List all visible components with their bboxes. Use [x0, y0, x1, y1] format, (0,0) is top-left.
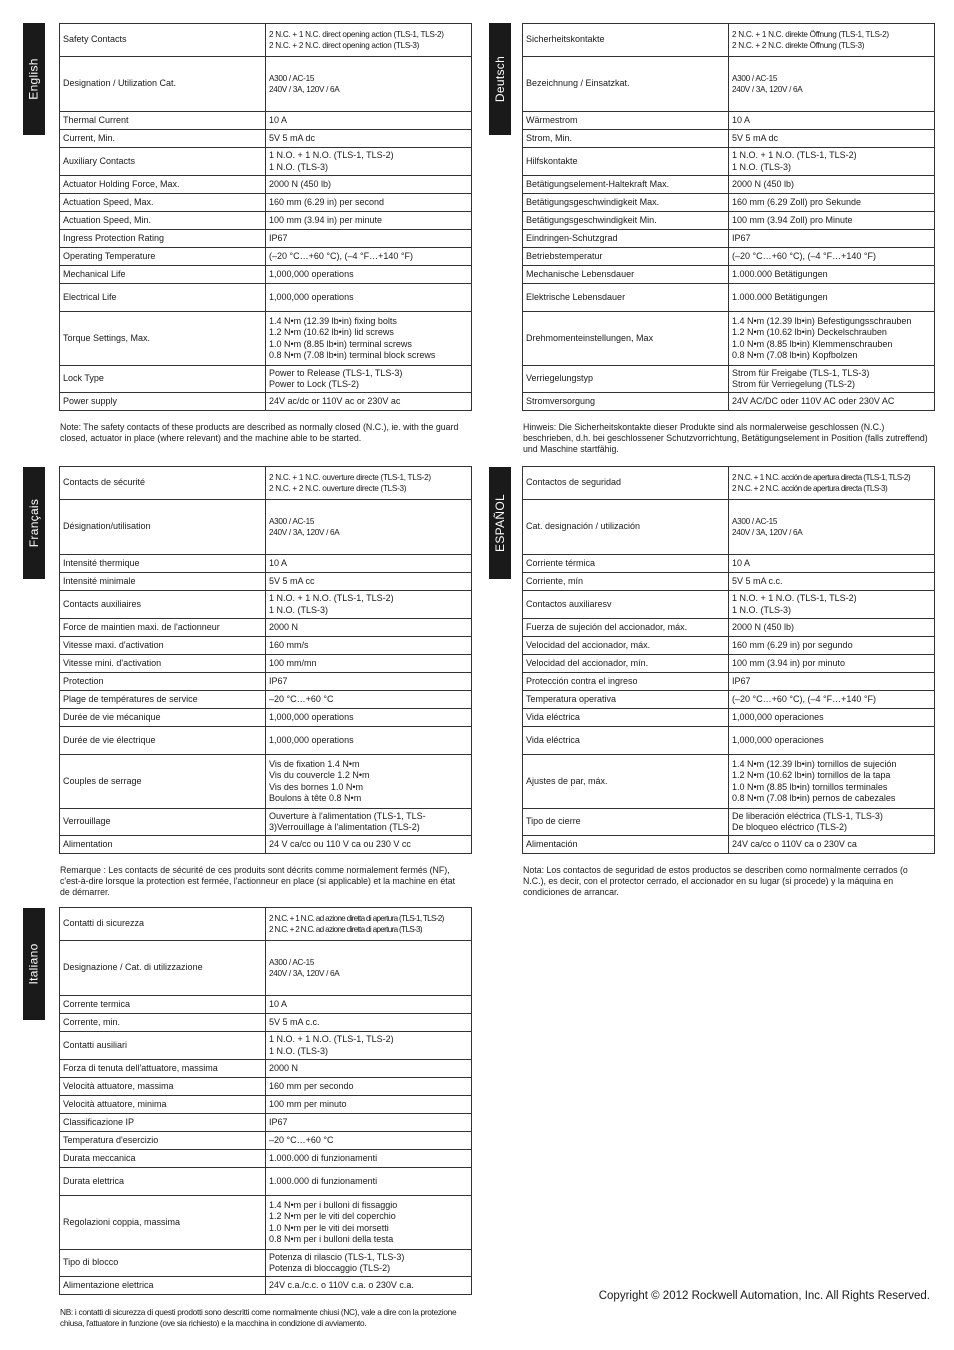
- language-label: Français: [27, 498, 42, 548]
- language-label: Italiano: [27, 943, 42, 985]
- table-row: Corriente térmica 10 A: [523, 555, 935, 573]
- table-row: Velocità attuatore, massima 160 mm per secondo: [60, 1078, 472, 1096]
- table-row: Wärmestrom 10 A: [523, 112, 935, 130]
- table-row: Classificazione IP IP67: [60, 1114, 472, 1132]
- table-row: Elektrische Lebensdauer 1.000.000 Betätigungen: [523, 284, 935, 312]
- table-row: Ajustes de par, máx. 1.4 N•m (12.39 lb•in) tornillos de sujeción 1.2 N•m (10.62 lb•in) tornillos de la tapa 1.0 N•m (8.85 lb•in) tornillos terminales 0.8 N•m (7.08 lb•in) pernos de cabezales: [523, 755, 935, 809]
- table-row: Ingress Protection Rating IP67: [60, 230, 472, 248]
- table-row: Temperatura operativa (–20 °C…+60 °C), (–4 °F…+140 °F): [523, 691, 935, 709]
- language-tab-english: [23, 23, 45, 135]
- table-row: Protección contra el ingreso IP67: [523, 673, 935, 691]
- table-row: Vitesse maxi. d'activation 160 mm/s: [60, 637, 472, 655]
- table-row: Verrouillage Ouverture à l'alimentation (TLS-1, TLS-3)Verrouillage à l'alimentation (TLS-2): [60, 809, 472, 836]
- spec-table-italiano: [59, 907, 472, 1295]
- table-row: Couples de serrage Vis de fixation 1.4 N•m Vis du couvercle 1.2 N•m Vis des bornes 1.0 N•m Boulons à tête 0.8 N•m: [60, 755, 472, 809]
- table-row: Vida eléctrica 1,000,000 operaciones: [523, 709, 935, 727]
- table-row: Designation / Utilization Cat. A300 / AC-15 240V / 3A, 120V / 6A: [60, 57, 472, 112]
- spec-table-english: [59, 23, 472, 411]
- note-espanol: Nota: Los contactos de seguridad de estos productos se describen como normalmente cerrados (o N.C.), es decir, con el protector cerrado, el accionador en su lugar (si procede) y la máquina en condiciones de arrancar.: [523, 865, 908, 898]
- language-tab-espanol: [489, 467, 511, 579]
- language-label: ESPAÑOL: [493, 494, 507, 552]
- table-row: Alimentación 24V ca/cc o 110V ca o 230V ca: [523, 836, 935, 854]
- table-row: Hilfskontakte 1 N.O. + 1 N.O. (TLS-1, TLS-2) 1 N.O. (TLS-3): [523, 148, 935, 176]
- table-row: Velocidad del accionador, mín. 100 mm (3.94 in) por minuto: [523, 655, 935, 673]
- table-row: Contatti di sicurezza 2 N.C. + 1 N.C. ad azione diretta di apertura (TLS-1, TLS-2) 2 N.C. + 2 N.C. ad azione diretta di apertura (TLS-3): [60, 908, 472, 941]
- table-row: Regolazioni coppia, massima 1.4 N•m per i bulloni di fissaggio 1.2 N•m per le viti del coperchio 1.0 N•m per le viti dei morsetti 0.8 N•m per i bulloni della testa: [60, 1196, 472, 1250]
- table-row: Velocidad del accionador, máx. 160 mm (6.29 in) por segundo: [523, 637, 935, 655]
- table-row: Cat. designación / utilización A300 / AC-15 240V / 3A, 120V / 6A: [523, 500, 935, 555]
- table-row: Intensité minimale 5V 5 mA cc: [60, 573, 472, 591]
- table-row: Actuator Holding Force, Max. 2000 N (450 lb): [60, 176, 472, 194]
- table-row: Durée de vie électrique 1,000,000 operations: [60, 727, 472, 755]
- table-row: Contactos auxiliaresv 1 N.O. + 1 N.O. (TLS-1, TLS-2) 1 N.O. (TLS-3): [523, 591, 935, 619]
- note-francais: Remarque : Les contacts de sécurité de ces produits sont décrits comme normalement fermés (NF), c'est-à-dire lorsque la protection est fermée, l'actionneur en place (si applicable) et la machine en état de démarrer.: [60, 865, 456, 898]
- table-row: Auxiliary Contacts 1 N.O. + 1 N.O. (TLS-1, TLS-2) 1 N.O. (TLS-3): [60, 148, 472, 176]
- spec-table-espanol: [522, 466, 935, 854]
- language-tab-francais: [23, 467, 45, 579]
- table-row: Mechanische Lebensdauer 1.000.000 Betätigungen: [523, 266, 935, 284]
- table-row: Stromversorgung 24V AC/DC oder 110V AC oder 230V AC: [523, 393, 935, 411]
- language-tab-deutsch: [489, 23, 511, 135]
- table-row: Safety Contacts 2 N.C. + 1 N.C. direct opening action (TLS-1, TLS-2) 2 N.C. + 2 N.C. direct opening action (TLS-3): [60, 24, 472, 57]
- table-row: Désignation/utilisation A300 / AC-15 240V / 3A, 120V / 6A: [60, 500, 472, 555]
- table-row: Plage de températures de service –20 °C…+60 °C: [60, 691, 472, 709]
- table-row: Eindringen-Schutzgrad IP67: [523, 230, 935, 248]
- table-row: Verriegelungstyp Strom für Freigabe (TLS-1, TLS-3) Strom für Verriegelung (TLS-2): [523, 366, 935, 393]
- table-row: Drehmomenteinstellungen, Max 1.4 N•m (12.39 lb•in) Befestigungsschrauben 1.2 N•m (10.62 lb•in) Deckelschrauben 1.0 N•m (8.85 lb•in) Klemmenschrauben 0.8 N•m (7.08 lb•in) Kopfbolzen: [523, 312, 935, 366]
- table-row: Mechanical Life 1,000,000 operations: [60, 266, 472, 284]
- table-row: Thermal Current 10 A: [60, 112, 472, 130]
- table-row: Corriente, mín 5V 5 mA c.c.: [523, 573, 935, 591]
- table-row: Lock Type Power to Release (TLS-1, TLS-3) Power to Lock (TLS-2): [60, 366, 472, 393]
- table-row: Velocità attuatore, minima 100 mm per minuto: [60, 1096, 472, 1114]
- table-row: Betätigungsgeschwindigkeit Min. 100 mm (3.94 Zoll) pro Minute: [523, 212, 935, 230]
- table-row: Actuation Speed, Min. 100 mm (3.94 in) per minute: [60, 212, 472, 230]
- table-row: Contactos de seguridad 2 N.C. + 1 N.C. acción de apertura directa (TLS-1, TLS-2) 2 N.C. + 2 N.C. acción de apertura directa (TLS-3): [523, 467, 935, 500]
- language-label: Deutsch: [493, 55, 507, 103]
- note-italiano: NB: i contatti di sicurezza di questi prodotti sono descritti come normalmente chiusi (NC), vale a dire con la protezione chiusa, l'attuatore in funzione (ove sia richiesto) e la macchina in condizione di avviamento.: [60, 1307, 457, 1329]
- spec-table-francais: [59, 466, 472, 854]
- table-row: Betätigungsgeschwindigkeit Max. 160 mm (6.29 Zoll) pro Sekunde: [523, 194, 935, 212]
- table-row: Betriebstemperatur (–20 °C…+60 °C), (–4 °F…+140 °F): [523, 248, 935, 266]
- table-row: Intensité thermique 10 A: [60, 555, 472, 573]
- table-row: Contatti ausiliari 1 N.O. + 1 N.O. (TLS-1, TLS-2) 1 N.O. (TLS-3): [60, 1032, 472, 1060]
- table-row: Vida eléctrica 1,000,000 operaciones: [523, 727, 935, 755]
- spec-table-deutsch: [522, 23, 935, 411]
- table-row: Alimentation 24 V ca/cc ou 110 V ca ou 230 V cc: [60, 836, 472, 854]
- table-row: Betätigungselement-Haltekraft Max. 2000 N (450 lb): [523, 176, 935, 194]
- table-row: Torque Settings, Max. 1.4 N•m (12.39 lb•in) fixing bolts 1.2 N•m (10.62 lb•in) lid screws 1.0 N•m (8.85 lb•in) terminal screws 0.8 N•m (7.08 lb•in) terminal block screws: [60, 312, 472, 366]
- table-row: Contacts auxiliaires 1 N.O. + 1 N.O. (TLS-1, TLS-2) 1 N.O. (TLS-3): [60, 591, 472, 619]
- table-row: Alimentazione elettrica 24V c.a./c.c. o 110V c.a. o 230V c.a.: [60, 1277, 472, 1295]
- table-row: Designazione / Cat. di utilizzazione A300 / AC-15 240V / 3A, 120V / 6A: [60, 941, 472, 996]
- language-tab-italiano: [23, 908, 45, 1020]
- table-row: Force de maintien maxi. de l'actionneur 2000 N: [60, 619, 472, 637]
- table-row: Durata elettrica 1.000.000 di funzionamenti: [60, 1168, 472, 1196]
- table-row: Corrente, min. 5V 5 mA c.c.: [60, 1014, 472, 1032]
- note-english: Note: The safety contacts of these products are described as normally closed (N.C.), ie. with the guard closed, actuator in place (where relevant) and the machine able to be started.: [60, 422, 459, 444]
- table-row: Corrente termica 10 A: [60, 996, 472, 1014]
- table-row: Sicherheitskontakte 2 N.C. + 1 N.C. direkte Öffnung (TLS-1, TLS-2) 2 N.C. + 2 N.C. direkte Öffnung (TLS-3): [523, 24, 935, 57]
- table-row: Electrical Life 1,000,000 operations: [60, 284, 472, 312]
- table-row: Current, Min. 5V 5 mA dc: [60, 130, 472, 148]
- table-row: Temperatura d'esercizio –20 °C…+60 °C: [60, 1132, 472, 1150]
- copyright-notice: Copyright © 2012 Rockwell Automation, Inc. All Rights Reserved.: [598, 1290, 930, 1302]
- table-row: Tipo di blocco Potenza di rilascio (TLS-1, TLS-3) Potenza di bloccaggio (TLS-2): [60, 1250, 472, 1277]
- table-row: Vitesse mini. d'activation 100 mm/mn: [60, 655, 472, 673]
- table-row: Bezeichnung / Einsatzkat. A300 / AC-15 240V / 3A, 120V / 6A: [523, 57, 935, 112]
- note-deutsch: Hinweis: Die Sicherheitskontakte dieser Produkte sind als normalerweise geschlossen (N.C.) beschrieben, d.h. bei geschlossener Schutzvorrichtung, Betätigungselement in Position (falls zutreffend) und Maschine startfähig.: [523, 422, 928, 455]
- table-row: Forza di tenuta dell'attuatore, massima 2000 N: [60, 1060, 472, 1078]
- table-row: Fuerza de sujeción del accionador, máx. 2000 N (450 lb): [523, 619, 935, 637]
- table-row: Operating Temperature (–20 °C…+60 °C), (–4 °F…+140 °F): [60, 248, 472, 266]
- table-row: Protection IP67: [60, 673, 472, 691]
- table-row: Contacts de sécurité 2 N.C. + 1 N.C. ouverture directe (TLS-1, TLS-2) 2 N.C. + 2 N.C. ouverture directe (TLS-3): [60, 467, 472, 500]
- language-label: English: [27, 58, 41, 100]
- table-row: Power supply 24V ac/dc or 110V ac or 230V ac: [60, 393, 472, 411]
- table-row: Durée de vie mécanique 1,000,000 operations: [60, 709, 472, 727]
- table-row: Strom, Min. 5V 5 mA dc: [523, 130, 935, 148]
- table-row: Tipo de cierre De liberación eléctrica (TLS-1, TLS-3) De bloqueo eléctrico (TLS-2): [523, 809, 935, 836]
- table-row: Actuation Speed, Max. 160 mm (6.29 in) per second: [60, 194, 472, 212]
- table-row: Durata meccanica 1.000.000 di funzionamenti: [60, 1150, 472, 1168]
